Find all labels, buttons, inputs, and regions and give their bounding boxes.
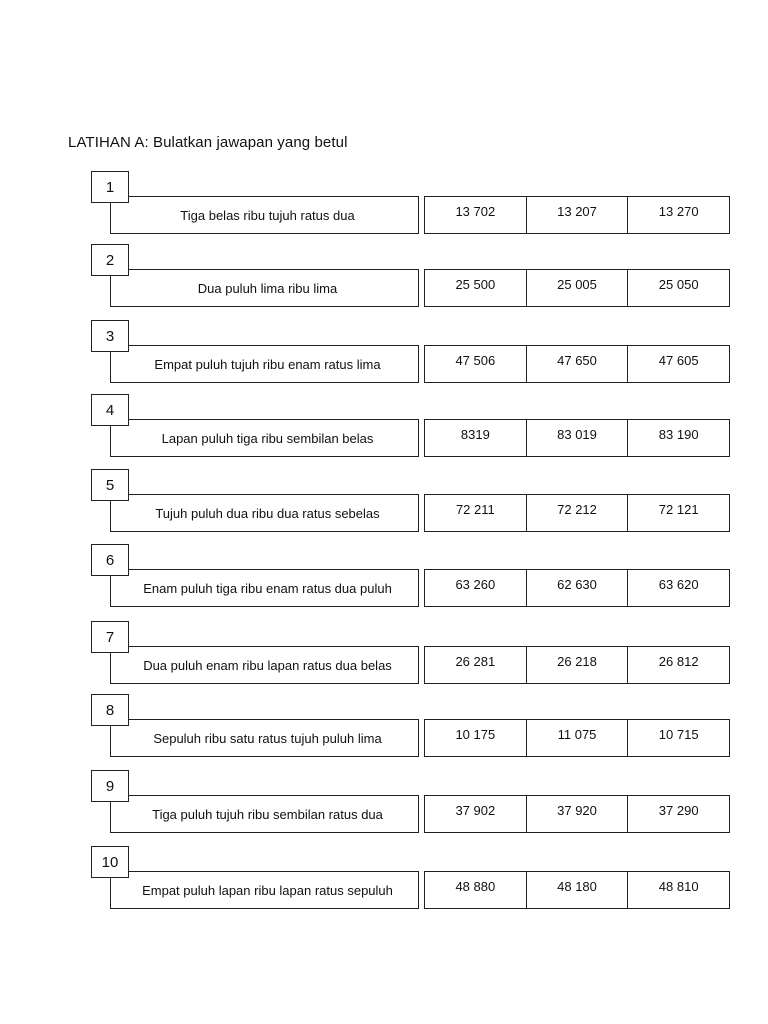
answer-option[interactable]: 47 605 (627, 346, 729, 382)
answer-option[interactable]: 47 650 (526, 346, 628, 382)
question-row (0, 469, 768, 533)
answer-option[interactable]: 48 810 (627, 872, 729, 908)
question-row (0, 394, 768, 458)
answer-option[interactable]: 25 500 (455, 276, 496, 292)
question-number: 8 (91, 694, 129, 726)
answer-options (424, 419, 730, 457)
answer-option[interactable]: 13 270 (627, 197, 729, 233)
answer-options (424, 719, 730, 757)
answer-option[interactable]: 26 218 (526, 647, 628, 683)
answer-options (424, 646, 730, 684)
question-number: 7 (91, 621, 129, 653)
answer-option[interactable]: 83 190 (627, 420, 729, 456)
question-row (0, 244, 768, 308)
answer-option[interactable]: 47 506 (455, 352, 496, 368)
answer-option[interactable]: 10 175 (455, 726, 496, 742)
answer-option[interactable]: 62 630 (526, 570, 628, 606)
question-text: Dua puluh lima ribu lima (110, 269, 419, 307)
question-text: Dua puluh enam ribu lapan ratus dua belas (110, 646, 419, 684)
answer-options (424, 795, 730, 833)
question-text: Lapan puluh tiga ribu sembilan belas (110, 419, 419, 457)
answer-option[interactable]: 72 121 (627, 495, 729, 531)
question-text: Tiga belas ribu tujuh ratus dua (110, 196, 419, 234)
answer-option[interactable]: 37 902 (455, 802, 496, 818)
question-number: 9 (91, 770, 129, 802)
question-number: 4 (91, 394, 129, 426)
question-number: 5 (91, 469, 129, 501)
answer-options (424, 569, 730, 607)
answer-option[interactable]: 13 702 (455, 203, 496, 219)
question-row (0, 621, 768, 685)
answer-option[interactable]: 83 019 (526, 420, 628, 456)
answer-option[interactable]: 26 812 (627, 647, 729, 683)
answer-option[interactable]: 37 290 (627, 796, 729, 832)
answer-option[interactable]: 48 880 (455, 878, 496, 894)
answer-option[interactable]: 48 180 (526, 872, 628, 908)
answer-option[interactable]: 25 005 (526, 270, 628, 306)
question-row (0, 544, 768, 608)
answer-options (424, 345, 730, 383)
answer-option[interactable]: 25 050 (627, 270, 729, 306)
question-row (0, 770, 768, 834)
question-text: Empat puluh tujuh ribu enam ratus lima (110, 345, 419, 383)
answer-option[interactable]: 72 211 (455, 501, 495, 517)
answer-option[interactable]: 37 920 (526, 796, 628, 832)
answer-option[interactable]: 26 281 (455, 653, 496, 669)
answer-option[interactable]: 8319 (460, 426, 490, 442)
question-number: 10 (91, 846, 129, 878)
answer-option[interactable]: 63 260 (455, 576, 496, 592)
question-text: Tujuh puluh dua ribu dua ratus sebelas (110, 494, 419, 532)
answer-options (424, 494, 730, 532)
question-row (0, 846, 768, 910)
question-number: 3 (91, 320, 129, 352)
answer-option[interactable]: 10 715 (627, 720, 729, 756)
question-text: Tiga puluh tujuh ribu sembilan ratus dua (110, 795, 419, 833)
question-text: Empat puluh lapan ribu lapan ratus sepuluh (110, 871, 419, 909)
worksheet-title: LATIHAN A: Bulatkan jawapan yang betul (68, 134, 348, 151)
question-row (0, 694, 768, 758)
question-row (0, 171, 768, 235)
answer-option[interactable]: 72 212 (526, 495, 628, 531)
answer-options (424, 269, 730, 307)
answer-options (424, 871, 730, 909)
answer-options (424, 196, 730, 234)
answer-option[interactable]: 63 620 (627, 570, 729, 606)
question-number: 2 (91, 244, 129, 276)
question-number: 1 (91, 171, 129, 203)
answer-option[interactable]: 13 207 (526, 197, 628, 233)
question-row (0, 320, 768, 384)
question-text: Enam puluh tiga ribu enam ratus dua puluh (110, 569, 419, 607)
question-number: 6 (91, 544, 129, 576)
answer-option[interactable]: 11 075 (526, 720, 628, 756)
question-text: Sepuluh ribu satu ratus tujuh puluh lima (110, 719, 419, 757)
